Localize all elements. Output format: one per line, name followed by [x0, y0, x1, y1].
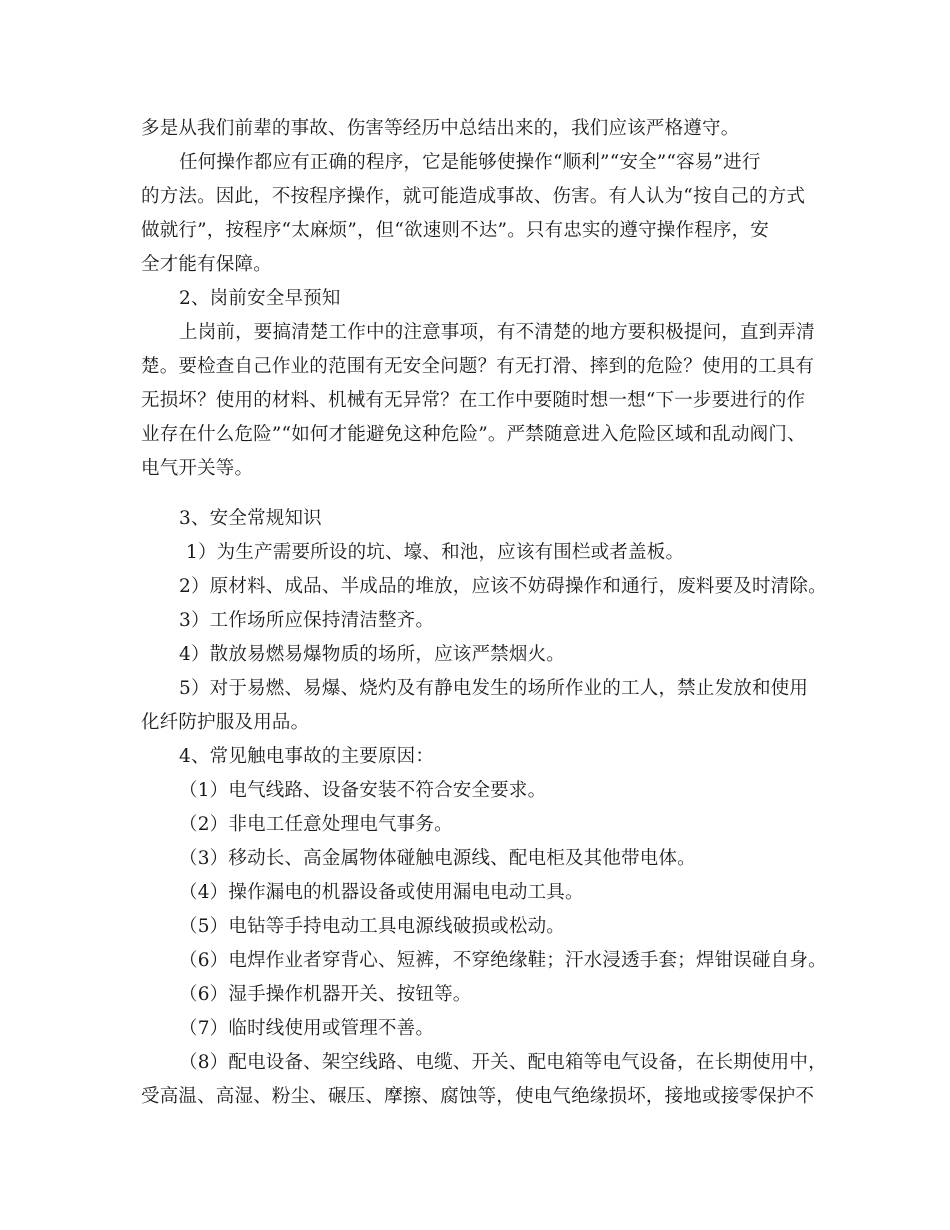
text-line: 做就行”，按程序“太麻烦”，但“欲速则不达”。只有忠实的遵守操作程序，安: [141, 220, 769, 241]
list-item: （2）非电工任意处理电气事务。: [179, 814, 453, 835]
list-item: 3）工作场所应保持清洁整齐。: [179, 610, 435, 631]
list-item: （5）电钻等手持电动工具电源线破损或松动。: [179, 916, 565, 937]
text-line: 上岗前，要搞清楚工作中的注意事项，有不清楚的地方要积极提问，直到弄清: [179, 322, 815, 343]
text-line: 受高温、高湿、粉尘、碾压、摩擦、腐蚀等，使电气绝缘损坏，接地或接零保护不: [141, 1086, 815, 1107]
section-heading: 2、岗前安全早预知: [179, 288, 341, 309]
list-item: （8）配电设备、架空线路、电缆、开关、配电箱等电气设备，在长期使用中，: [179, 1052, 827, 1073]
text-line: 化纤防护服及用品。: [141, 712, 310, 733]
list-item: 2）原材料、成品、半成品的堆放，应该不妨碍操作和通行，废料要及时清除。: [179, 576, 827, 597]
text-line: 多是从我们前辈的事故、伤害等经历中总结出来的，我们应该严格遵守。: [141, 118, 740, 139]
text-line: 电气开关等。: [141, 458, 254, 479]
list-item: 4）散放易燃易爆物质的场所，应该严禁烟火。: [179, 644, 565, 665]
list-item: （6）湿手操作机器开关、按钮等。: [179, 984, 472, 1005]
list-item: （7）临时线使用或管理不善。: [179, 1018, 435, 1039]
list-item: （4）操作漏电的机器设备或使用漏电电动工具。: [179, 882, 584, 903]
section-heading: 3、安全常规知识: [179, 508, 322, 529]
list-item: 1）为生产需要所设的坑、壕、和池，应该有围栏或者盖板。: [186, 542, 685, 563]
list-item: （3）移动长、高金属物体碰触电源线、配电柜及其他带电体。: [179, 848, 696, 869]
text-line: 的方法。因此，不按程序操作，就可能造成事故、伤害。有人认为“按自己的方式: [141, 186, 806, 207]
text-line: 业存在什么危险”“如何才能避免这种危险”。严禁随意进入危险区域和乱动阀门、: [141, 424, 806, 445]
text-line: 任何操作都应有正确的程序，它是能够使操作“顺利”“安全”“容易”进行: [179, 152, 761, 173]
text-line: 全才能有保障。: [141, 254, 272, 275]
text-line: 无损坏？使用的材料、机械有无异常？在工作中要随时想一想“下一步要进行的作: [141, 390, 806, 411]
text-line: 楚。要检查自己作业的范围有无安全问题？有无打滑、摔到的危险？使用的工具有: [141, 356, 815, 377]
list-item: （6）电焊作业者穿背心、短裤，不穿绝缘鞋；汗水浸透手套；焊钳误碰自身。: [179, 950, 827, 971]
list-item: （1）电气线路、设备安装不符合安全要求。: [179, 780, 547, 801]
list-item: 5）对于易燃、易爆、烧灼及有静电发生的场所作业的工人，禁止发放和使用: [179, 678, 809, 699]
section-heading: 4、常见触电事故的主要原因：: [179, 746, 435, 767]
